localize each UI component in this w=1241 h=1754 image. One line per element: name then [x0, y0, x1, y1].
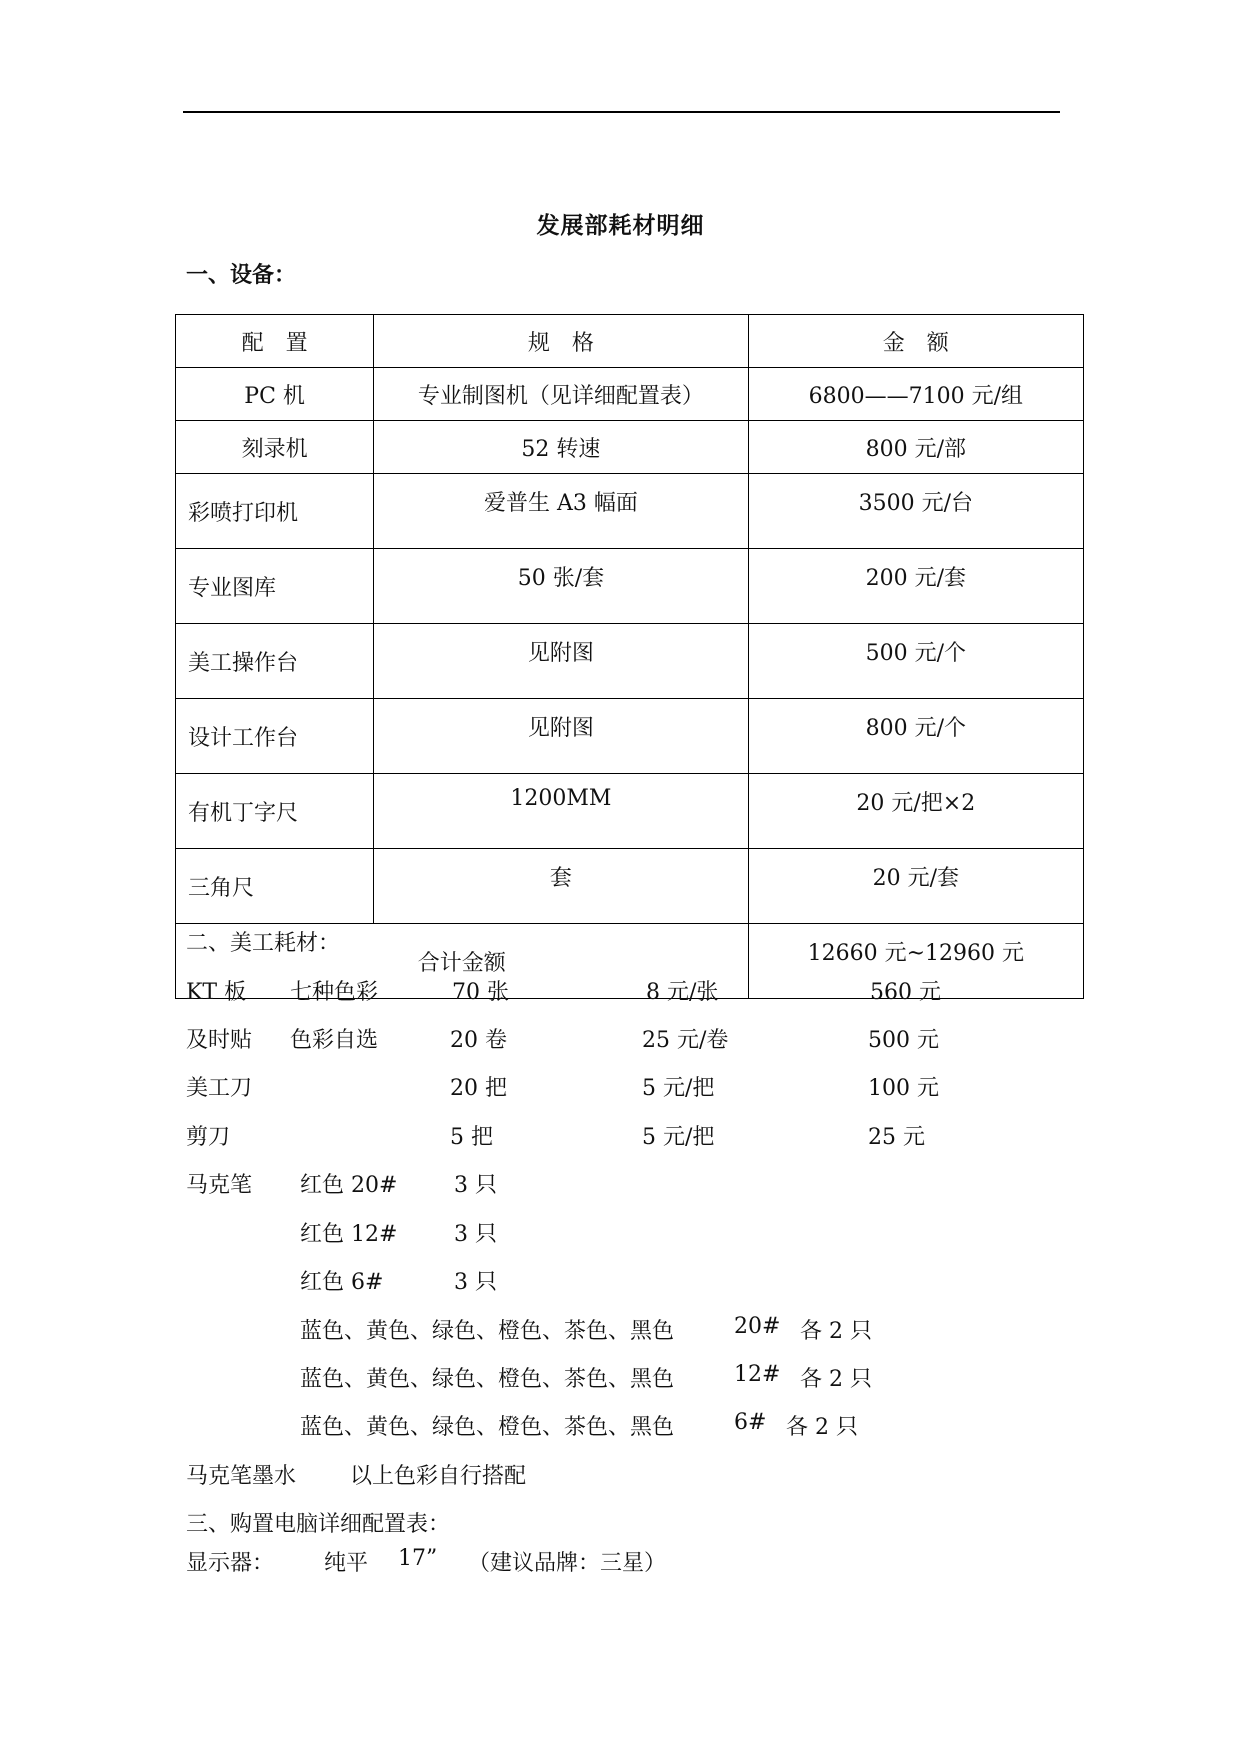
item-amount: 800 元/部	[748, 421, 1083, 474]
item-amount: 200 元/套	[748, 549, 1083, 624]
item-spec: 50 张/套	[374, 549, 748, 624]
item-amount: 500 元/个	[748, 624, 1083, 699]
art-item-name: 剪刀	[186, 1125, 231, 1150]
art-item-qty: 20 把	[450, 1076, 507, 1101]
item-spec: 爱普生 A3 幅面	[374, 474, 748, 549]
item-spec: 见附图	[374, 624, 748, 699]
art-item-name: 及时贴	[186, 1028, 253, 1053]
monitor-note: （建议品牌：三星）	[468, 1551, 667, 1576]
item-amount: 3500 元/台	[748, 474, 1083, 549]
header-config: 配 置	[176, 315, 374, 368]
item-spec: 见附图	[374, 699, 748, 774]
marker-qty: 3 只	[454, 1173, 497, 1198]
header-spec: 规 格	[374, 315, 748, 368]
table-row	[176, 699, 1084, 774]
item-spec: 52 转速	[374, 421, 748, 474]
table-row	[176, 774, 1084, 849]
total-amount: 12660 元~12960 元	[748, 924, 1083, 999]
marker-size: 12#	[734, 1362, 781, 1387]
art-item-price: 5 元/把	[642, 1125, 715, 1150]
section-art-heading: 二、美工耗材：	[186, 931, 341, 956]
item-spec: 套	[374, 849, 748, 924]
monitor-label: 显示器：	[186, 1551, 275, 1576]
art-item-name: KT 板	[186, 980, 247, 1005]
item-amount: 20 元/套	[748, 849, 1083, 924]
art-item-spec: 色彩自选	[290, 1028, 379, 1053]
header-amount: 金 额	[748, 315, 1083, 368]
monitor-type: 纯平	[324, 1551, 369, 1576]
table-row	[176, 849, 1084, 924]
item-name: PC 机	[176, 368, 374, 421]
table-row	[176, 474, 1084, 549]
item-name: 刻录机	[176, 421, 374, 474]
table-row	[176, 368, 1084, 421]
marker-spec: 红色 6#	[300, 1270, 384, 1295]
art-item-qty: 70 张	[452, 980, 509, 1005]
marker-qty: 各 2 只	[786, 1415, 858, 1440]
marker-size: 20#	[734, 1314, 781, 1339]
item-spec: 1200MM	[374, 774, 748, 849]
marker-label: 马克笔	[186, 1173, 253, 1198]
art-item-price: 25 元/卷	[642, 1028, 729, 1053]
marker-colors: 蓝色、黄色、绿色、橙色、茶色、黑色	[300, 1367, 675, 1392]
item-amount: 6800——7100 元/组	[748, 368, 1083, 421]
marker-qty: 3 只	[454, 1270, 497, 1295]
table-row	[176, 549, 1084, 624]
art-item-price: 5 元/把	[642, 1076, 715, 1101]
art-item-qty: 20 卷	[450, 1028, 507, 1053]
art-item-name: 美工刀	[186, 1076, 253, 1101]
item-spec: 专业制图机（见详细配置表）	[374, 368, 748, 421]
ink-note: 以上色彩自行搭配	[350, 1464, 527, 1489]
section-pc-heading: 三、购置电脑详细配置表：	[186, 1512, 451, 1537]
header-rule	[183, 111, 1060, 113]
art-item-amount: 560 元	[870, 980, 941, 1005]
total-label: 合计金额	[176, 924, 749, 999]
section-equipment-heading: 一、设备：	[186, 262, 297, 288]
art-item-spec: 七种色彩	[290, 980, 379, 1005]
item-name: 三角尺	[176, 849, 374, 924]
document-title: 发展部耗材明细	[536, 212, 705, 239]
marker-spec: 红色 20#	[300, 1173, 398, 1198]
item-name: 设计工作台	[176, 699, 374, 774]
marker-qty: 各 2 只	[800, 1319, 872, 1344]
item-name: 美工操作台	[176, 624, 374, 699]
art-item-price: 8 元/张	[646, 980, 719, 1005]
monitor-size: 17”	[398, 1546, 438, 1571]
marker-spec: 红色 12#	[300, 1222, 398, 1247]
equipment-table	[175, 314, 1084, 999]
art-item-amount: 100 元	[868, 1076, 939, 1101]
marker-colors: 蓝色、黄色、绿色、橙色、茶色、黑色	[300, 1415, 675, 1440]
table-header-row	[176, 315, 1084, 368]
art-item-amount: 25 元	[868, 1125, 925, 1150]
marker-colors: 蓝色、黄色、绿色、橙色、茶色、黑色	[300, 1319, 675, 1344]
item-name: 专业图库	[176, 549, 374, 624]
table-row	[176, 624, 1084, 699]
item-name: 彩喷打印机	[176, 474, 374, 549]
ink-label: 马克笔墨水	[186, 1464, 297, 1489]
item-name: 有机丁字尺	[176, 774, 374, 849]
marker-qty: 3 只	[454, 1222, 497, 1247]
item-amount: 20 元/把×2	[748, 774, 1083, 849]
item-amount: 800 元/个	[748, 699, 1083, 774]
marker-qty: 各 2 只	[800, 1367, 872, 1392]
table-row	[176, 421, 1084, 474]
art-item-amount: 500 元	[868, 1028, 939, 1053]
marker-size: 6#	[734, 1410, 767, 1435]
art-item-qty: 5 把	[450, 1125, 493, 1150]
